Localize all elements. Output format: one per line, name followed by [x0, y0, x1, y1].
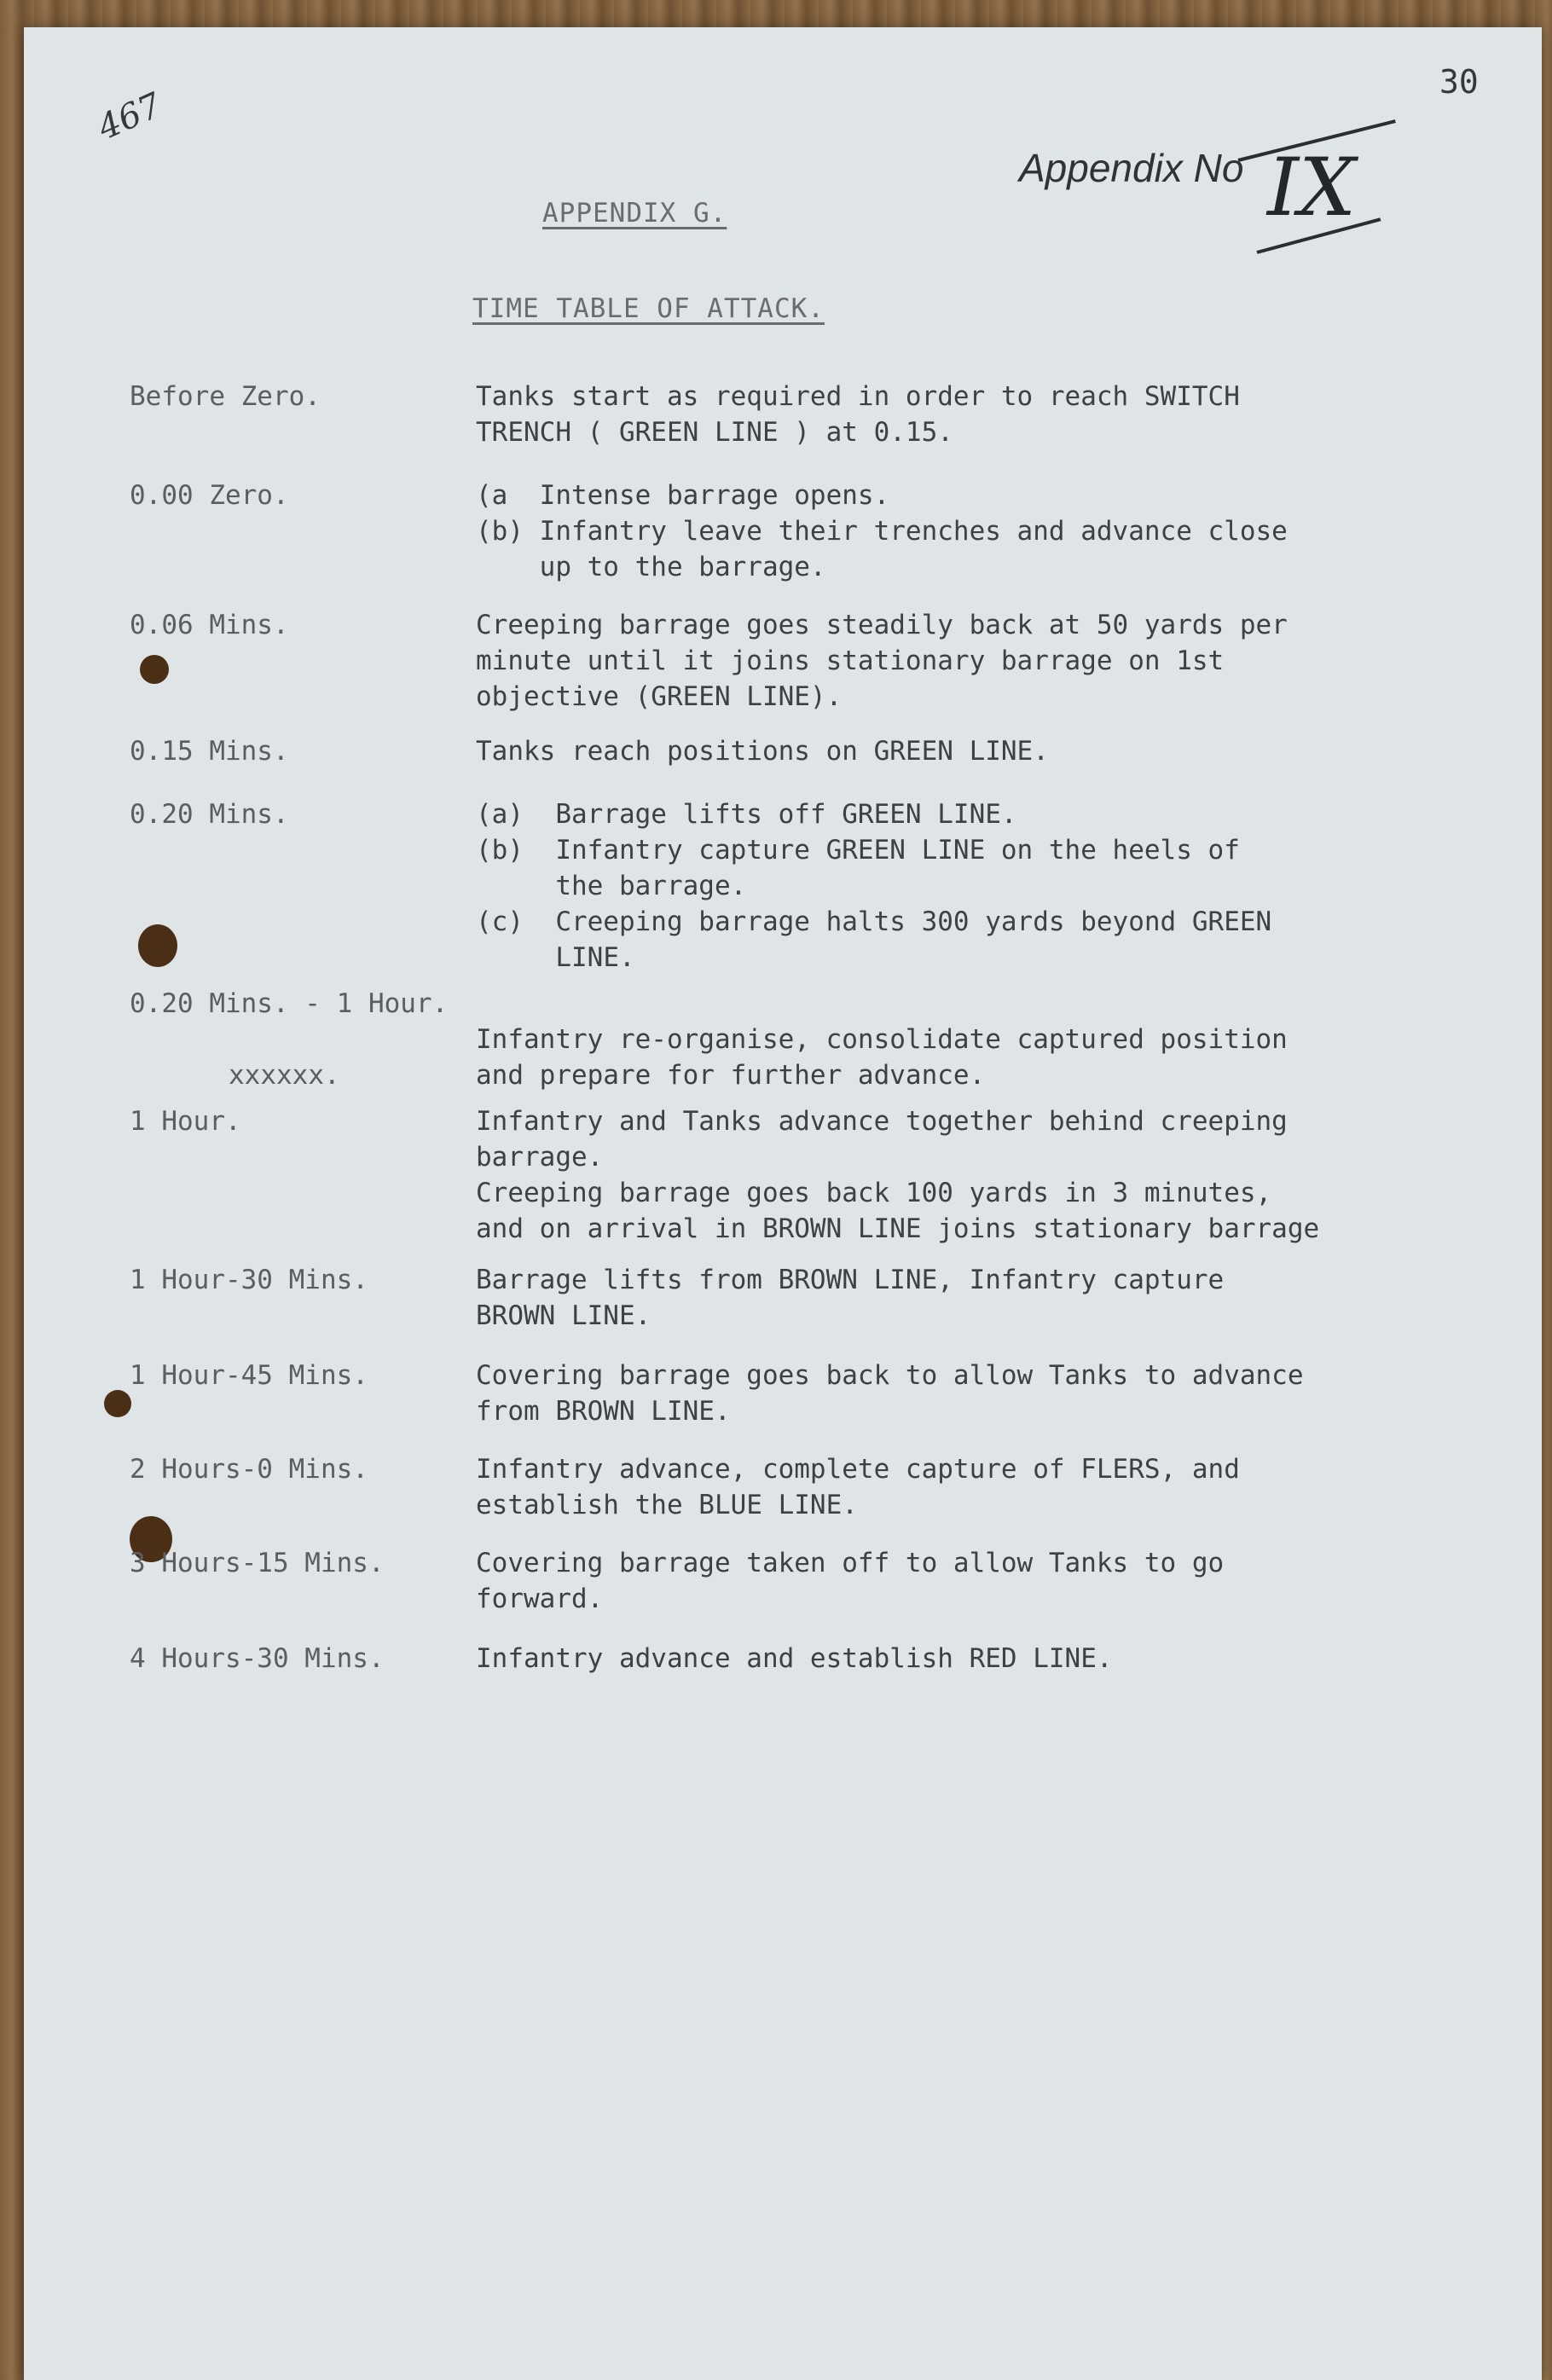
description-line — [476, 986, 1525, 1022]
row-description — [476, 1103, 1525, 1247]
description-line: Tanks reach positions on GREEN LINE. — [476, 736, 1049, 767]
row-time: 0.20 Mins. - 1 Hour. — [130, 988, 449, 1019]
description-line: TRENCH ( GREEN LINE ) at 0.15. — [476, 417, 953, 448]
description-line: barrage. — [476, 1142, 604, 1173]
description-line: forward. — [476, 1584, 604, 1614]
row-time: 1 Hour-30 Mins. — [130, 1265, 368, 1295]
appendix-numeral: IX — [1267, 142, 1357, 235]
description-line: (c) Creeping barrage halts 300 yards beyond GREEN — [476, 906, 1272, 937]
description-line: LINE. — [476, 942, 635, 973]
row-time: 1 Hour-45 Mins. — [130, 1360, 368, 1391]
description-line: objective (GREEN LINE). — [476, 681, 843, 712]
description-line: Tanks start as required in order to reach SWITCH — [476, 381, 1240, 412]
row-description — [476, 1641, 1525, 1676]
description-line: (b) Infantry capture GREEN LINE on the heels of — [476, 835, 1240, 866]
description-line: from BROWN LINE. — [476, 1396, 731, 1427]
folio-number: 467 — [91, 85, 168, 148]
punch-hole — [140, 655, 169, 684]
description-line: (a Intense barrage opens. — [476, 480, 890, 511]
row-description — [476, 379, 1525, 450]
row-description — [476, 1451, 1525, 1523]
description-line: Covering barrage goes back to allow Tanks to advance — [476, 1360, 1304, 1391]
row-time: 0.15 Mins. — [130, 736, 289, 767]
row-description — [476, 986, 1525, 1093]
description-line: establish the BLUE LINE. — [476, 1490, 858, 1520]
description-line: Barrage lifts from BROWN LINE, Infantry capture — [476, 1265, 1225, 1295]
row-description — [476, 607, 1525, 715]
description-line: and on arrival in BROWN LINE joins stationary barrage — [476, 1213, 1320, 1244]
row-description — [476, 478, 1525, 585]
description-line: up to the barrage. — [476, 552, 826, 582]
row-time: 0.00 Zero. — [130, 480, 289, 511]
row-description — [476, 733, 1525, 769]
row-time: 3 Hours-15 Mins. — [130, 1548, 385, 1578]
row-time: 0.20 Mins. — [130, 799, 289, 830]
appendix-label: Appendix No — [1019, 146, 1244, 190]
description-line: the barrage. — [476, 871, 747, 901]
description-line: Covering barrage taken off to allow Tanks to go — [476, 1548, 1225, 1578]
row-time: 0.06 Mins. — [130, 610, 289, 640]
document-subheading: TIME TABLE OF ATTACK. — [472, 293, 825, 324]
row-description — [476, 1358, 1525, 1429]
punch-hole — [104, 1390, 131, 1417]
description-line: and prepare for further advance. — [476, 1060, 986, 1091]
description-line: minute until it joins stationary barrage on 1st — [476, 646, 1225, 676]
description-line: Infantry and Tanks advance together behind creeping — [476, 1106, 1288, 1137]
description-line: (b) Infantry leave their trenches and advance close — [476, 516, 1288, 547]
document-heading: APPENDIX G. — [542, 198, 727, 229]
punch-hole — [138, 924, 177, 967]
row-time: 2 Hours-0 Mins. — [130, 1454, 368, 1485]
row-time: 1 Hour. — [130, 1106, 241, 1137]
description-line: Infantry re-organise, consolidate captured position — [476, 1024, 1288, 1055]
document-page — [24, 27, 1542, 2380]
description-line: Infantry advance, complete capture of FLERS, and — [476, 1454, 1240, 1485]
row-description — [476, 796, 1525, 976]
row-time-struck: xxxxxx. — [229, 1060, 340, 1091]
description-line: BROWN LINE. — [476, 1300, 651, 1331]
row-time: Before Zero. — [130, 381, 321, 412]
description-line: Infantry advance and establish RED LINE. — [476, 1643, 1113, 1674]
row-description — [476, 1262, 1525, 1334]
description-line: Creeping barrage goes back 100 yards in 3 minutes, — [476, 1178, 1272, 1208]
row-time: 4 Hours-30 Mins. — [130, 1643, 385, 1674]
description-line: (a) Barrage lifts off GREEN LINE. — [476, 799, 1017, 830]
page-number: 30 — [1439, 63, 1479, 101]
description-line: Creeping barrage goes steadily back at 50 yards per — [476, 610, 1288, 640]
row-description — [476, 1545, 1525, 1617]
